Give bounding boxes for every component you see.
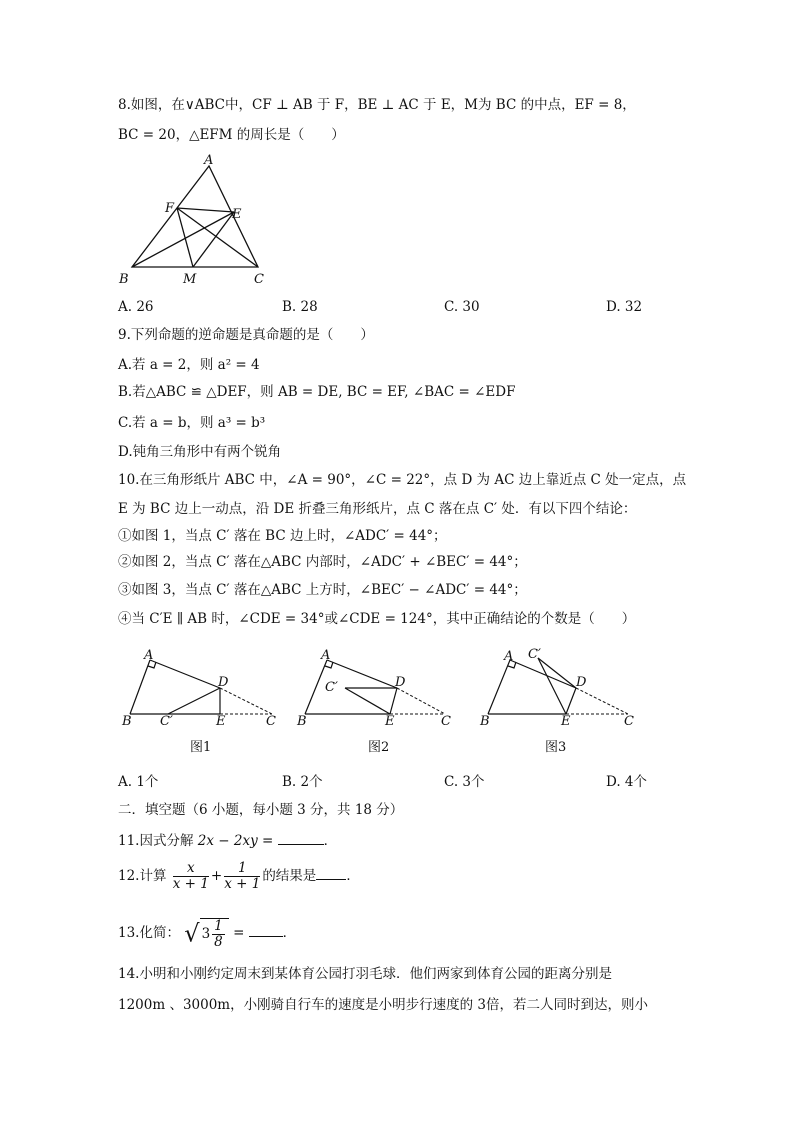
q10-caption-2: 图2 <box>368 740 390 755</box>
q13-prefix: 13.化简： <box>118 925 180 941</box>
q10-statement-1: ①如图 1，当点 C′ 落在 BC 边上时，∠ADC′ = 44°； <box>118 528 447 544</box>
q12-prefix: 12.计算 <box>118 868 167 884</box>
fig1-label-b: B <box>122 714 132 729</box>
q9-option-d[interactable]: D.钝角三角形中有两个锐角 <box>118 444 282 460</box>
q12-answer-blank[interactable] <box>316 865 346 880</box>
q13-radicand: 3 $\frac{1}{8}$ <box>200 918 229 950</box>
q11 <box>118 830 337 851</box>
q8-label-m: M <box>183 272 197 287</box>
q10-option-a[interactable]: A. 1个 <box>118 774 159 790</box>
fig2-label-a: A <box>321 648 331 663</box>
fig3-label-cp: C′ <box>528 647 541 662</box>
q10-option-c[interactable]: C. 3个 <box>444 774 485 790</box>
fig3-label-e: E <box>561 714 571 729</box>
q8-label-a: A <box>204 153 214 168</box>
q8-label-e: E <box>232 207 242 222</box>
fig2-label-c: C <box>441 714 451 729</box>
q8-triangle-figure <box>110 150 280 285</box>
q8-label-c: C <box>254 272 264 287</box>
q11-expression: 2x − 2xy = <box>197 833 274 849</box>
q9-stem: 9.下列命题的逆命题是真命题的是（ ） <box>118 327 374 343</box>
section-2-heading: 二．填空题（6 小题，每小题 3 分，共 18 分） <box>118 802 404 818</box>
q12-fraction-1: $\frac{x}{x + 1}$ <box>172 860 209 892</box>
fig1-label-cp: C′ <box>160 714 173 729</box>
q8-line1: 8.如图，在∨ABC中，CF ⊥ AB 于 F，BE ⊥ AC 于 E，M为 BC 的中点，EF = 8， <box>118 97 636 113</box>
q13 <box>118 915 296 952</box>
q8-option-d[interactable]: D. 32 <box>606 299 643 315</box>
fig3-label-b: B <box>480 714 490 729</box>
q9-option-b[interactable]: B.若△ABC ≌ △DEF，则 AB = DE, BC = EF, ∠BAC = ∠EDF <box>118 384 516 400</box>
fig1-label-a: A <box>144 648 154 663</box>
sqrt-icon: √ <box>184 919 200 948</box>
q12-end: ． <box>346 868 360 884</box>
q14-line2: 1200m 、3000m，小刚骑自行车的速度是小明步行速度的 3倍，若二人同时到达，则小 <box>118 997 648 1013</box>
q10-line1: 10.在三角形纸片 ABC 中，∠A = 90°，∠C = 22°，点 D 为 AC 边上靠近点 C 处一定点，点 <box>118 472 687 488</box>
fig3-label-a: A <box>504 649 514 664</box>
q11-answer-blank[interactable] <box>278 830 324 845</box>
q12 <box>118 858 360 894</box>
fig3-label-c: C <box>624 714 634 729</box>
fig1-label-d: D <box>218 675 229 690</box>
fig2-label-e: E <box>385 714 395 729</box>
q10-option-d[interactable]: D. 4个 <box>606 774 648 790</box>
q8-label-b: B <box>119 272 129 287</box>
fig3-label-d: D <box>576 675 587 690</box>
q11-prefix: 11.因式分解 <box>118 833 194 849</box>
q13-end: ． <box>282 925 297 941</box>
q10-statement-2: ②如图 2，当点 C′ 落在△ABC 内部时，∠ADC′ + ∠BEC′ = 44°； <box>118 554 527 570</box>
fig1-label-e: E <box>216 714 226 729</box>
q10-line2: E 为 BC 边上一动点，沿 DE 折叠三角形纸片，点 C 落在点 C′ 处．有以下四个结论： <box>118 501 637 517</box>
q13-answer-blank[interactable] <box>249 922 283 937</box>
fig2-label-d: D <box>395 675 406 690</box>
q10-figure-3 <box>478 648 643 728</box>
q10-figure-1 <box>120 648 285 728</box>
q10-figure-2 <box>295 648 460 728</box>
q9-option-c[interactable]: C.若 a = b，则 a³ = b³ <box>118 415 266 431</box>
fig2-label-cp: C′ <box>325 680 338 695</box>
q13-equals: = <box>233 925 245 941</box>
q10-statement-4: ④当 C′E ∥ AB 时，∠CDE = 34°或∠CDE = 124°，其中正确结论的个数是（ ） <box>118 611 636 627</box>
q12-suffix: 的结果是 <box>262 868 317 884</box>
q10-caption-3: 图3 <box>545 740 567 755</box>
q13-fraction: $\frac{1}{8}$ <box>214 917 223 950</box>
q12-fraction-2: $\frac{1}{x + 1}$ <box>224 860 261 892</box>
q10-option-b[interactable]: B. 2个 <box>282 774 323 790</box>
q14-line1: 14.小明和小刚约定周末到某体育公园打羽毛球．他们两家到体育公园的距离分别是 <box>118 966 612 982</box>
q11-suffix: ． <box>323 833 338 849</box>
fig2-label-b: B <box>297 714 307 729</box>
q10-statement-3: ③如图 3，当点 C′ 落在△ABC 上方时，∠BEC′ − ∠ADC′ = 44°； <box>118 582 527 598</box>
q8-option-c[interactable]: C. 30 <box>444 299 480 315</box>
q10-caption-1: 图1 <box>190 740 212 755</box>
q8-label-f: F <box>165 201 175 216</box>
q8-option-b[interactable]: B. 28 <box>282 299 318 315</box>
q12-plus: + <box>210 868 223 884</box>
fig1-label-c: C <box>266 714 276 729</box>
q8-option-a[interactable]: A. 26 <box>118 299 154 315</box>
q9-option-a[interactable]: A.若 a = 2，则 a² = 4 <box>118 357 260 373</box>
q8-line2: BC = 20，△EFM 的周长是（ ） <box>118 127 345 143</box>
